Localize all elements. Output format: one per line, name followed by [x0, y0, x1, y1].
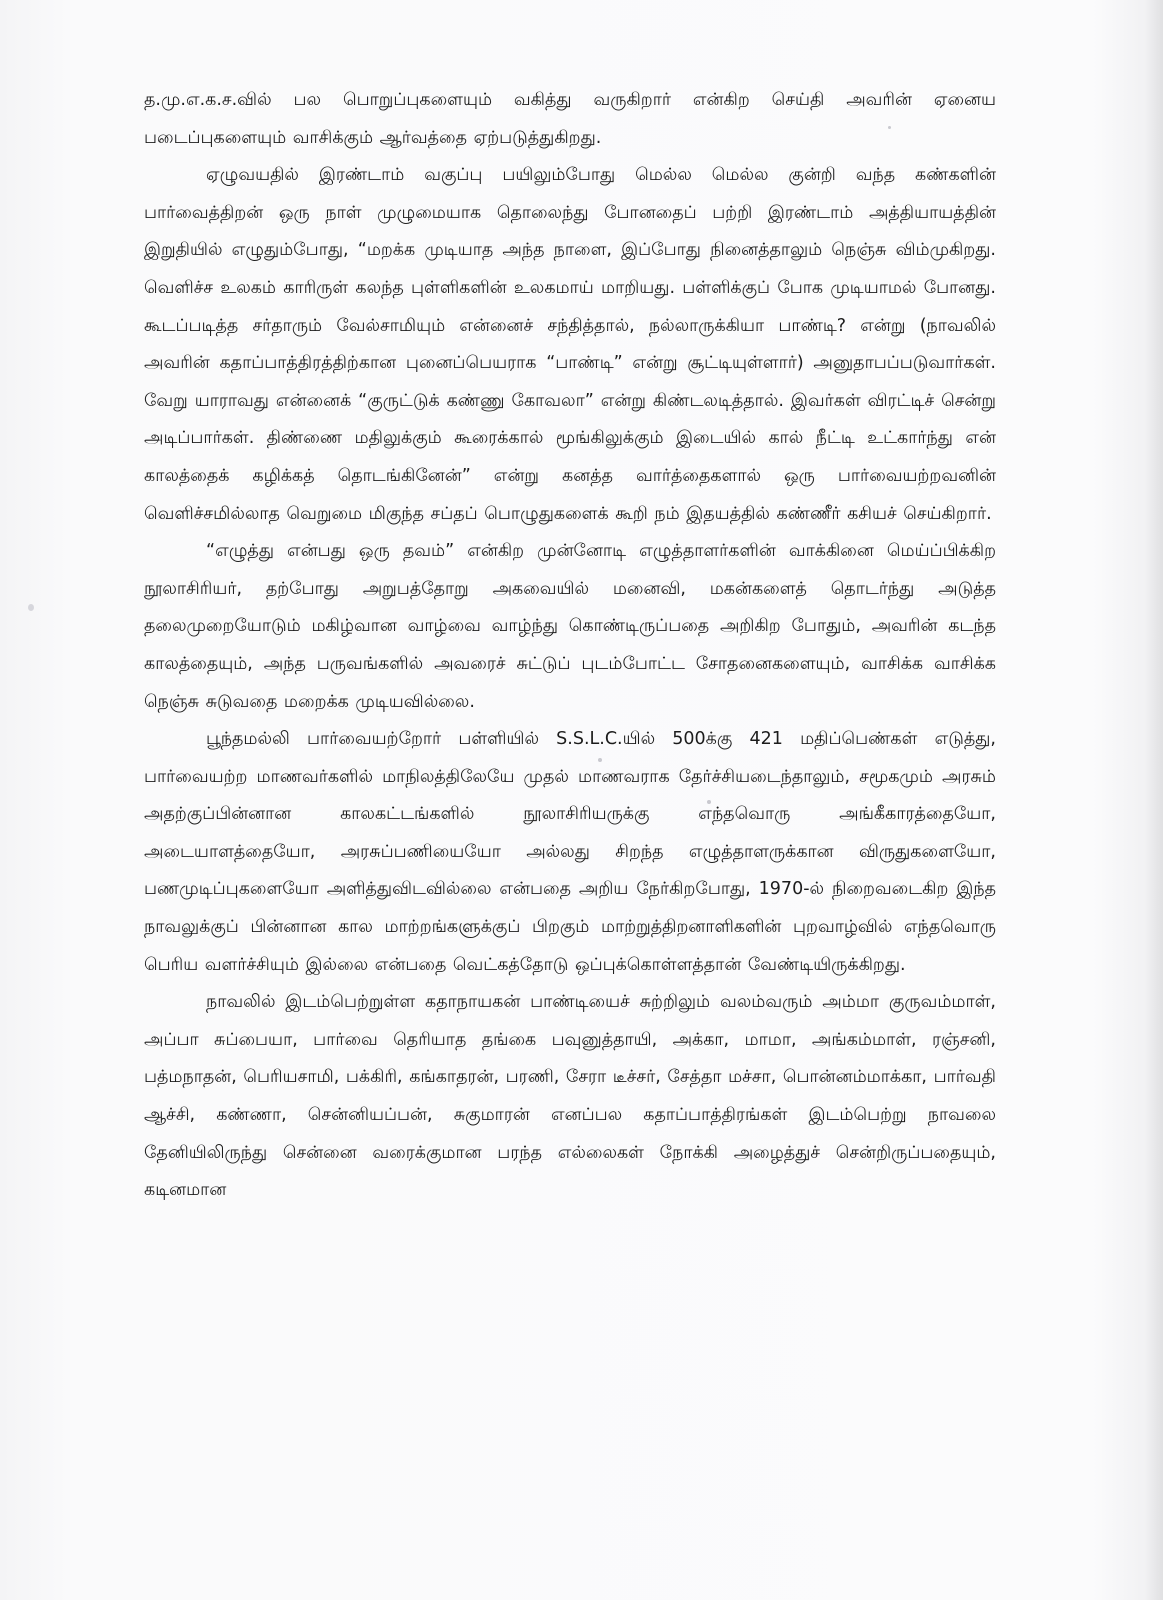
- document-body: [144, 82, 996, 1210]
- paragraph-2: ஏழுவயதில் இரண்டாம் வகுப்பு பயிலும்போது மெல்ல மெல்ல குன்றி வந்த கண்களின் பார்வைத்திறன் ஒரு நாள் முழுமையாக தொலைந்து போனதைப் பற்றி இரண்டாம் அத்தியாயத்தின் இறுதியில் எழுதும்போது, “மறக்க முடியாத அந்த நாளை, இப்போது நினைத்தாலும் நெஞ்சு விம்முகிறது. வெளிச்ச உலகம் காரிருள் கலந்த புள்ளிகளின் உலகமாய் மாறியது. பள்ளிக்குப் போக முடியாமல் போனது. கூடப்படித்த சர்தாரும் வேல்சாமியும் என்னைச் சந்தித்தால், நல்லாருக்கியா பாண்டி? என்று (நாவலில் அவரின் கதாப்பாத்திரத்திற்கான புனைப்பெயராக “பாண்டி” என்று சூட்டியுள்ளார்) அனுதாபப்படுவார்கள். வேறு யாராவது என்னைக் “குருட்டுக் கண்ணு கோவலா” என்று கிண்டலடித்தால். இவர்கள் விரட்டிச் சென்று அடிப்பார்கள். திண்ணை மதிலுக்கும் கூரைக்கால் மூங்கிலுக்கும் இடையில் கால் நீட்டி உட்கார்ந்து என் காலத்தைக் கழிக்கத் தொடங்கினேன்” என்று கனத்த வார்த்தைகளால் ஒரு பார்வையற்றவனின் வெளிச்சமில்லாத வெறுமை மிகுந்த சப்தப் பொழுதுகளைக் கூறி நம் இதயத்தில் கண்ணீர் கசியச் செய்கிறார்.: [144, 165, 996, 524]
- paragraph-3: “எழுத்து என்பது ஒரு தவம்” என்கிற முன்னோடி எழுத்தாளர்களின் வாக்கினை மெய்ப்பிக்கிற நூலாசிரியர், தற்போது அறுபத்தோறு அகவையில் மனைவி, மகன்களைத் தொடர்ந்து அடுத்த தலைமுறையோடும் மகிழ்வான வாழ்வை வாழ்ந்து கொண்டிருப்பதை அறிகிற போதும், அவரின் கடந்த காலத்தையும், அந்த பருவங்களில் அவரைச் சுட்டுப் புடம்போட்ட சோதனைகளையும், வாசிக்க வாசிக்க நெஞ்சு சுடுவதை மறைக்க முடியவில்லை.: [144, 541, 996, 712]
- paragraph-5: நாவலில் இடம்பெற்றுள்ள கதாநாயகன் பாண்டியைச் சுற்றிலும் வலம்வரும் அம்மா குருவம்மாள், அப்பா சுப்பையா, பார்வை தெரியாத தங்கை பவுனுத்தாயி, அக்கா, மாமா, அங்கம்மாள், ரஞ்சனி, பத்மநாதன், பெரியசாமி, பக்கிரி, கங்காதரன், பரணி, சேரா டீச்சர், சேத்தா மச்சா, பொன்னம்மாக்கா, பார்வதி ஆச்சி, கண்ணா, சென்னியப்பன், சுகுமாரன் எனப்பல கதாப்பாத்திரங்கள் இடம்பெற்று நாவலை தேனியிலிருந்து சென்னை வரைக்குமான பரந்த எல்லைகள் நோக்கி அழைத்துச் சென்றிருப்பதையும், கடினமான: [144, 992, 996, 1201]
- scan-speck: [28, 604, 34, 611]
- paragraph-4: பூந்தமல்லி பார்வையற்றோர் பள்ளியில் S.S.L.C.யில் 500க்கு 421 மதிப்பெண்கள் எடுத்து, பார்வையற்ற மாணவர்களில் மாநிலத்திலேயே முதல் மாணவராக தேர்ச்சியடைந்தாலும், சமூகமும் அரசும் அதற்குப்பின்னான காலகட்டங்களில் நூலாசிரியருக்கு எந்தவொரு அங்கீகாரத்தையோ, அடையாளத்தையோ, அரசுப்பணியையோ அல்லது சிறந்த எழுத்தாளருக்கான விருதுகளையோ, பணமுடிப்புகளையோ அளித்துவிடவில்லை என்பதை அறிய நேர்கிறபோது, 1970-ல் நிறைவடைகிற இந்த நாவலுக்குப் பின்னான கால மாற்றங்களுக்குப் பிறகும் மாற்றுத்திறனாளிகளின் புறவாழ்வில் எந்தவொரு பெரிய வளர்ச்சியும் இல்லை என்பதை வெட்கத்தோடு ஒப்புக்கொள்ளத்தான் வேண்டியிருக்கிறது.: [144, 729, 996, 975]
- paragraph-1: த.மு.எ.க.ச.வில் பல பொறுப்புகளையும் வகித்து வருகிறார் என்கிற செய்தி அவரின் ஏனைய படைப்புகளையும் வாசிக்கும் ஆர்வத்தை ஏற்படுத்துகிறது.: [144, 90, 996, 148]
- page-edge-shadow: [1145, 0, 1163, 1600]
